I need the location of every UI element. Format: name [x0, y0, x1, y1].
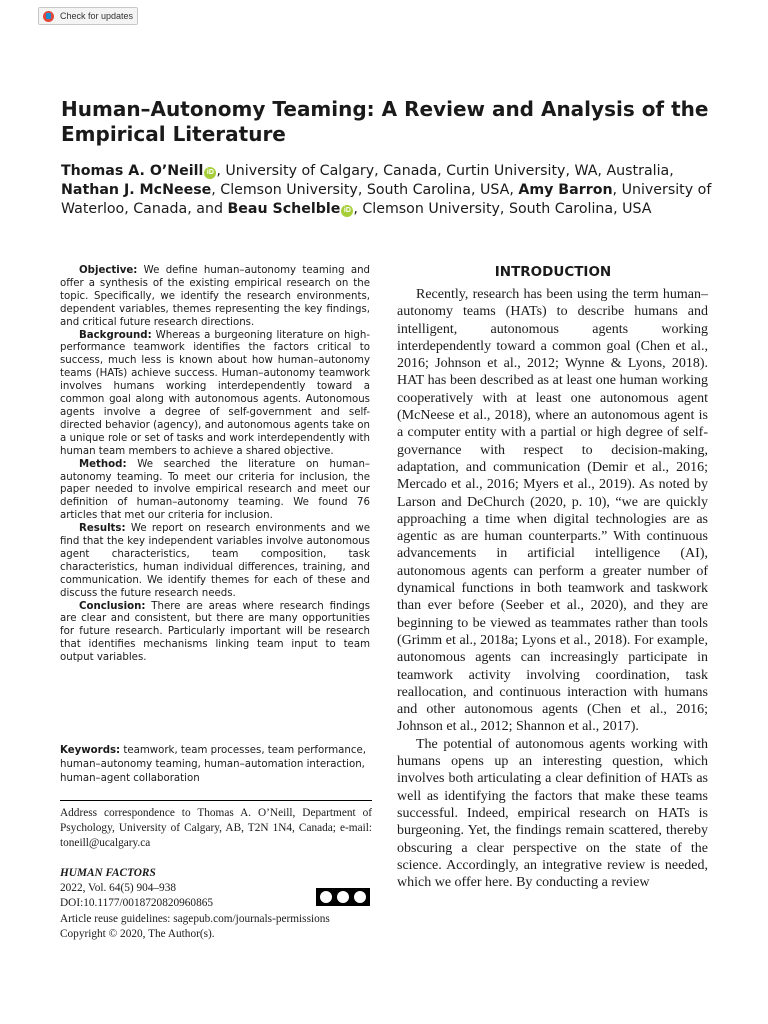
abstract-label: Conclusion:: [79, 600, 146, 612]
correspondence-note: Address correspondence to Thomas A. O’Neill, Department of Psychology, University of Calgary, AB, T2N 1N4, Canada; e-mail: toneill@ucalgary.ca: [60, 807, 372, 849]
abstract-label: Results:: [79, 523, 126, 535]
doi[interactable]: DOI:10.1177/0018720820960865: [60, 897, 214, 910]
check-for-updates-label: Check for updates: [60, 11, 134, 21]
abstract-text: We report on research environments and we find that the key independent variables involve autonomous agent characteristics, team composition, task characteristics, human individual differences, training, and communication. We identify themes for each of these and discuss the future research needs.: [60, 523, 370, 599]
volume-info: 2022, Vol. 64(5) 904–938: [60, 882, 177, 895]
abstract-results: [60, 523, 370, 600]
abstract-background: [60, 330, 370, 459]
body-paragraph: Recently, research has been using the term human–autonomy teams (HATs) to describe humans and intelligent, autonomous agents working interdependently toward a common goal (Chen et al., 2016; Johnson et al., 2012; Wynne & Lyons, 2018). HAT has been described as at least one human working cooperatively with at least one autonomous agent (McNeese et al., 2018), where an autonomous agent is a computer entity with a partial or high degree of self-governance with respect to decision-making, adaptation, and communication (Demir et al., 2016; Mercado et al., 2016; Myers et al., 2019). As noted by Larson and DeChurch (2020, p. 10), “we are quickly approaching a time when digital technologies are as agentic as are human counterparts.” With continuous advancements in artificial intelligence (AI), autonomous agents can perform a greater number of dynamical functions in both teamwork and taskwork than ever before (Seeber et al., 2020), and they are beginning to be viewed as teammates rather than tools (Grimm et al., 2018a; Lyons et al., 2018). For example, autonomous agents can increasingly participate in teamwork activity involving coordination, task reallocation, and continuous interaction with humans and other autonomous agents (Chen et al., 2016; Johnson et al., 2012; Shannon et al., 2017).: [397, 287, 708, 735]
orcid-icon[interactable]: iD: [204, 167, 216, 179]
keywords-label: Keywords:: [60, 745, 121, 756]
author-name: Beau Schelble: [227, 201, 341, 217]
keywords: [60, 744, 372, 786]
abstract-text: We searched the literature on human–autonomy teaming. To meet our criteria for inclusion, the paper needed to involve empirical research and meet our definition of human–autonomy teaming. We found 76 articles that met our criteria for inclusion.: [60, 458, 370, 522]
check-for-updates-badge[interactable]: [38, 7, 138, 25]
abstract-text: Whereas a burgeoning literature on high-performance teamwork identifies the factors critical to success, much less is known about how human–autonomy teams (HATs) achieve success. Human–autonomy teamwork involves humans working interdependently toward a common goal along with autonomous agents. Autonomous agents involve a degree of self-government and self-directed behavior (agency), and autonomous agents take on a unique role or set of tasks and work interdependently with human team members to achieve a shared objective.: [60, 329, 370, 457]
creative-commons-license-icon[interactable]: [316, 888, 370, 906]
author-name: Thomas A. O’Neill: [61, 163, 204, 179]
abstract-method: [60, 459, 370, 524]
introduction-body: [397, 286, 708, 891]
copyright: Copyright © 2020, The Author(s).: [60, 927, 215, 940]
keywords-text: teamwork, team processes, team performance, human–autonomy teaming, human–automation interaction, human–agent collaboration: [60, 745, 366, 784]
abstract-conclusion: [60, 601, 370, 666]
author-name: Nathan J. McNeese: [61, 182, 212, 198]
section-heading: INTRODUCTION: [494, 264, 612, 280]
article-title: Human–Autonomy Teaming: A Review and Analysis of the Empirical Literature: [61, 97, 709, 146]
reuse-guidelines[interactable]: Article reuse guidelines: sagepub.com/journals-permissions: [60, 912, 330, 925]
author-affiliation: , University of Waterloo, Canada, and: [61, 182, 712, 217]
author-affiliation: , Clemson University, South Carolina, USA: [353, 201, 652, 217]
orcid-icon[interactable]: iD: [341, 205, 353, 217]
abstract: [60, 265, 370, 665]
abstract-label: Method:: [79, 458, 127, 470]
abstract-label: Objective:: [79, 265, 138, 276]
abstract-objective: [60, 265, 370, 330]
abstract-text: There are areas where research findings are clear and consistent, but there are many opportunities for future research. Particularly important will be research that identifies mechanisms linking team input to team output variables.: [60, 600, 370, 664]
author-affiliation: , Clemson University, South Carolina, USA,: [211, 182, 519, 198]
divider: [60, 800, 372, 801]
author-name: Amy Barron: [518, 182, 613, 198]
journal-name: HUMAN FACTORS: [60, 867, 156, 879]
author-affiliation: , University of Calgary, Canada, Curtin University, WA, Australia,: [216, 163, 674, 179]
abstract-label: Background:: [79, 329, 152, 341]
body-paragraph: The potential of autonomous agents working with humans opens up an interesting question, which involves both articulating a clear definition of HATs as well as identifying the factors that make these teams successful. Indeed, empirical research on HATs is burgeoning. Yet, the findings remain scattered, thereby obscuring a clear perspective on the state of the science. Accordingly, an integrative review is needed, which we offer here. By conducting a review: [397, 736, 708, 891]
abstract-text: We define human–autonomy teaming and offer a synthesis of the existing empirical research on the topic. Specifically, we identify the research environments, dependent variables, themes representing the key findings, and critical future research directions.: [60, 265, 370, 328]
author-list: [61, 162, 721, 219]
check-updates-icon: [43, 11, 54, 22]
